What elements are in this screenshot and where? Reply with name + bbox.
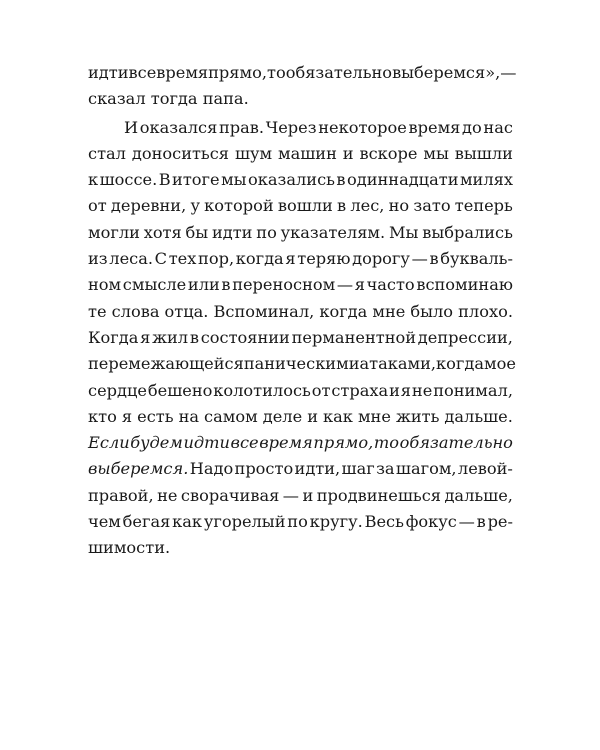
word: И: [124, 117, 139, 137]
word: жил: [152, 327, 189, 347]
text-line: [88, 220, 513, 246]
word: сердце: [88, 380, 147, 400]
paragraph-2: [88, 115, 516, 562]
word: одиннадцати: [346, 170, 459, 190]
word: те: [88, 301, 107, 321]
word: паническими: [243, 354, 360, 374]
word: пор,: [198, 249, 235, 269]
word: доноситься: [131, 143, 230, 163]
word: все: [230, 433, 259, 453]
word: левой-: [457, 459, 513, 479]
text-line: [88, 430, 513, 456]
word: угорелый: [203, 512, 286, 532]
word: страха: [331, 380, 389, 400]
word: колотилось: [213, 380, 311, 400]
word: мне: [357, 406, 391, 426]
line-text: шимости.: [88, 538, 171, 558]
text-line: [88, 378, 513, 404]
word: все: [128, 63, 157, 82]
word: Через: [265, 117, 317, 137]
word: которой: [204, 196, 274, 216]
word: на: [178, 406, 200, 426]
word: и: [307, 406, 318, 426]
word: прав.: [219, 117, 265, 137]
word: Мы: [388, 222, 419, 242]
word: когда: [436, 354, 485, 374]
word: ном: [88, 275, 122, 295]
word: я: [285, 249, 296, 269]
word: шагом,: [395, 459, 457, 479]
word: как: [323, 406, 353, 426]
word: букваль-: [440, 249, 513, 269]
word: леса.: [109, 249, 154, 269]
word: чем: [88, 512, 121, 532]
word: шаг: [341, 459, 375, 479]
word: время: [156, 63, 209, 82]
word: отца.: [164, 301, 209, 321]
word: дальше,: [444, 485, 513, 505]
word: лес,: [350, 196, 385, 216]
word: Надо: [189, 459, 234, 479]
text-line: [88, 193, 513, 219]
text-line: [88, 535, 513, 561]
word: В: [158, 170, 171, 190]
word: и: [389, 380, 400, 400]
word: С: [154, 249, 168, 269]
word: я: [400, 380, 411, 400]
word: то: [267, 63, 286, 82]
text-line: [88, 351, 516, 377]
word: выберемся»,—: [392, 63, 517, 82]
text-line: [88, 246, 513, 272]
text-line: [88, 404, 513, 430]
word: смысле: [122, 275, 187, 295]
word: Если: [88, 433, 130, 453]
word: обязательно: [399, 433, 513, 453]
word: перманентной: [291, 327, 417, 347]
text-line: [88, 483, 513, 509]
word: шоссе.: [99, 170, 158, 190]
word: и: [302, 485, 314, 505]
text-line: [88, 115, 513, 141]
word: идти,: [294, 459, 341, 479]
word: но: [388, 196, 410, 216]
text-line: [88, 141, 513, 167]
word: от: [88, 196, 107, 216]
text-line: [88, 272, 513, 298]
word: по: [256, 222, 277, 242]
word: идти: [183, 433, 230, 453]
word: я: [121, 406, 133, 426]
word: вошли: [277, 196, 333, 216]
word: ре-: [487, 512, 513, 532]
word: самом: [204, 406, 258, 426]
word: вышли: [454, 143, 513, 163]
word: понимал,: [433, 380, 513, 400]
word: выбрались: [422, 222, 513, 242]
word: кругу.: [309, 512, 363, 532]
word: или: [187, 275, 220, 295]
word: жить: [395, 406, 440, 426]
paragraph-1: [88, 60, 517, 113]
word: есть: [137, 406, 174, 426]
word: оказались: [248, 170, 335, 190]
word: дальше.: [444, 406, 513, 426]
word: перемежающейся: [88, 354, 244, 374]
text-line: [88, 299, 513, 325]
word: как: [172, 512, 203, 532]
word: стал: [88, 143, 126, 163]
word: указателям.: [280, 222, 386, 242]
word: тех: [168, 249, 197, 269]
word: Когда: [88, 327, 139, 347]
word: депрессии,: [417, 327, 513, 347]
word: —: [411, 249, 428, 269]
word: бешено: [147, 380, 213, 400]
word: я: [140, 327, 151, 347]
word: мне: [372, 301, 406, 321]
word: в: [221, 275, 231, 295]
word: в: [189, 327, 199, 347]
word: —: [458, 512, 475, 532]
word: идти: [211, 222, 253, 242]
word: когда: [235, 249, 284, 269]
word: когда: [319, 301, 368, 321]
word: продвинешься: [316, 485, 441, 505]
word: в: [336, 170, 346, 190]
word: время: [259, 433, 313, 453]
word: мы: [221, 170, 247, 190]
word: —: [336, 275, 354, 295]
word: —: [282, 485, 299, 505]
text-line: [88, 325, 513, 351]
word: время: [408, 117, 461, 137]
word: бы: [185, 222, 209, 242]
word: оказался: [139, 117, 218, 137]
word: вспоминаю: [416, 275, 513, 295]
word: слова: [111, 301, 160, 321]
word: атаками,: [359, 354, 437, 374]
word: к: [88, 170, 99, 190]
word: правой,: [88, 485, 154, 505]
word: мы: [423, 143, 449, 163]
word: дорогу: [352, 249, 410, 269]
word: было: [410, 301, 454, 321]
word: кто: [88, 406, 117, 426]
word: идти: [88, 63, 129, 82]
word: теперь: [454, 196, 513, 216]
word: от: [311, 380, 331, 400]
word: я: [354, 275, 365, 295]
word: хотя: [143, 222, 182, 242]
word: нас: [483, 117, 513, 137]
text-line: [88, 167, 513, 193]
text-line: [88, 456, 513, 482]
word: часто: [366, 275, 415, 295]
word: и: [342, 143, 354, 163]
word: теряю: [297, 249, 351, 269]
word: фокус: [405, 512, 457, 532]
text-line: сказал тогда папа.: [88, 89, 249, 109]
word: состоянии: [200, 327, 290, 347]
word: выберемся.: [88, 459, 189, 479]
word: плохо.: [458, 301, 513, 321]
word: то: [373, 433, 399, 453]
word: до: [462, 117, 482, 137]
word: Вспоминал,: [213, 301, 315, 321]
word: в: [476, 512, 486, 532]
word: прямо,: [208, 63, 267, 82]
word: сворачивая: [180, 485, 280, 505]
word: зато: [413, 196, 451, 216]
text-line: [88, 60, 517, 86]
word: деревни,: [110, 196, 187, 216]
word: обязательно: [285, 63, 393, 82]
word: у: [190, 196, 200, 216]
word: шум: [234, 143, 273, 163]
word: по: [287, 512, 308, 532]
word: не: [157, 485, 178, 505]
word: мое: [484, 354, 516, 374]
word: деле: [262, 406, 303, 426]
word: просто: [234, 459, 294, 479]
word: могли: [88, 222, 140, 242]
word: переносном: [232, 275, 336, 295]
word: за: [376, 459, 395, 479]
word: не: [411, 380, 433, 400]
word: некоторое: [318, 117, 407, 137]
word: в: [429, 249, 439, 269]
word: милях: [459, 170, 513, 190]
word: в: [337, 196, 347, 216]
text-line: [88, 509, 513, 535]
word: итоге: [172, 170, 220, 190]
word: машин: [278, 143, 337, 163]
page-text: [88, 60, 517, 562]
word: из: [88, 249, 108, 269]
word: вскоре: [359, 143, 418, 163]
word: прямо,: [313, 433, 374, 453]
word: будем: [130, 433, 183, 453]
word: бегая: [122, 512, 171, 532]
word: Весь: [364, 512, 404, 532]
